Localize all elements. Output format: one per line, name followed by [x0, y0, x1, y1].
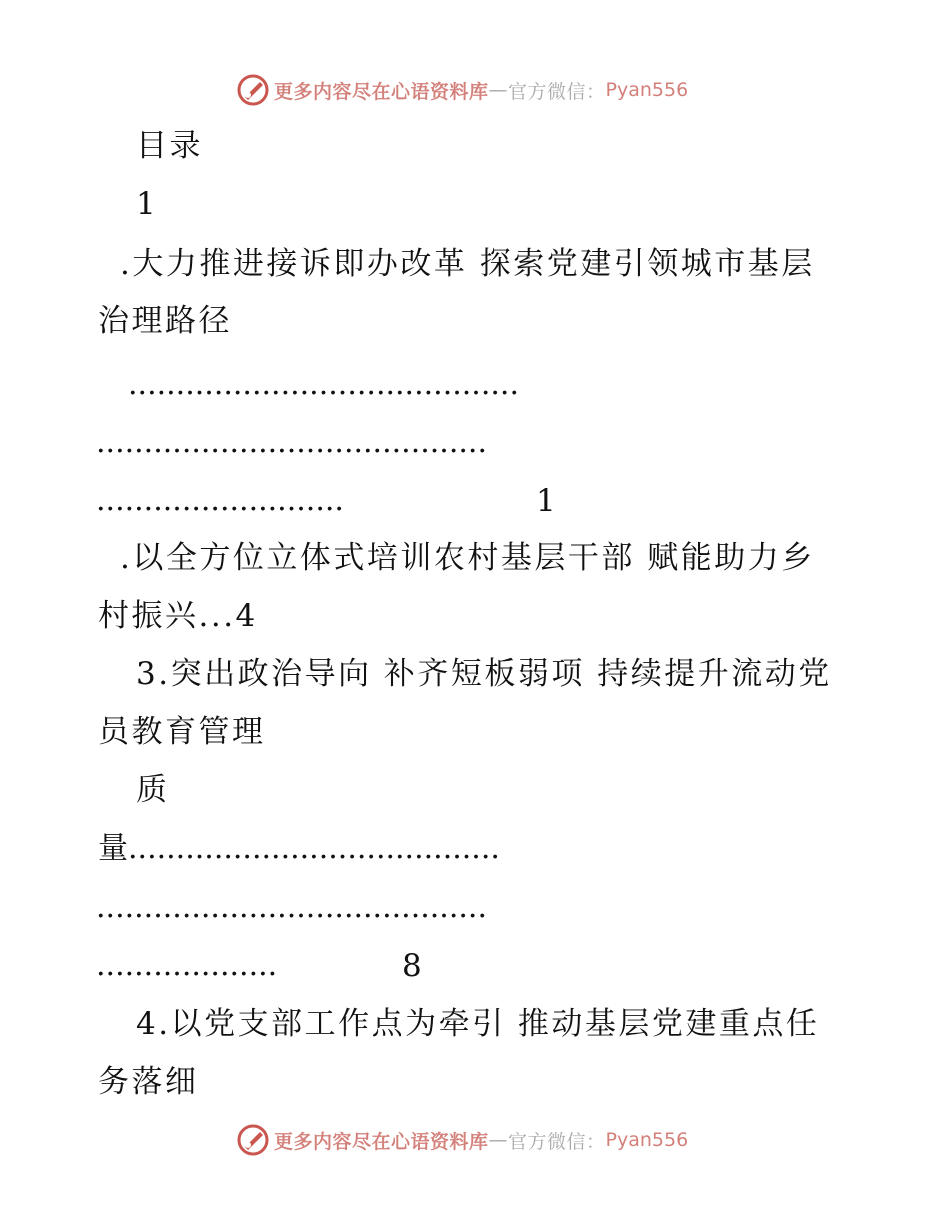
toc-heading: 目录: [136, 128, 203, 164]
watermark-separator: —: [488, 1129, 509, 1151]
watermark-separator: —: [488, 79, 509, 101]
toc-item3-leader-line3-row: [96, 946, 424, 986]
toc-item3-leader-line1: 量.......................................: [98, 831, 500, 866]
watermark-account-id: Pyan556: [605, 79, 689, 101]
toc-item1-leader-line1: .........................................: [128, 367, 519, 402]
toc-item3-title-line2: 员教育管理: [98, 714, 266, 750]
toc-item1-title-line1: .大力推进接诉即办改革 探索党建引领城市基层: [120, 246, 815, 282]
toc-item1-number: 1: [136, 186, 159, 222]
toc-item1-page: 1: [536, 483, 559, 519]
toc-item1-leader-line3-row: [96, 481, 558, 521]
watermark-account-id: Pyan556: [605, 1129, 689, 1151]
toc-item1-title-line2: 治理路径: [98, 303, 232, 339]
toc-item1-leader-line2: .........................................: [96, 425, 487, 460]
toc-item4-title-line1: 4.以党支部工作点为牵引 推动基层党建重点任: [136, 1006, 820, 1042]
watermark-account-label: 官方微信：: [508, 80, 606, 103]
toc-item3-leader-line2: .........................................: [96, 890, 487, 925]
watermark-header: [236, 72, 688, 108]
watermark-account-label: 官方微信：: [508, 1130, 606, 1153]
toc-item4-title-line2: 务落细: [98, 1064, 199, 1100]
toc-item3-title-line3: 质: [136, 772, 170, 808]
brand-logo-icon: [236, 1123, 270, 1157]
watermark-brand: 更多内容尽在心语资料库: [274, 1130, 489, 1153]
toc-item3-title-line1: 3.突出政治导向 补齐短板弱项 持续提升流动党: [136, 656, 832, 692]
watermark-brand: 更多内容尽在心语资料库: [274, 80, 489, 103]
toc-item1-leader-line3: ..........................: [96, 483, 344, 518]
brand-logo-icon: [236, 73, 270, 107]
watermark-footer: [236, 1122, 688, 1158]
toc-item3-leader-line3: ...................: [96, 948, 278, 983]
toc-item2-title-line1: .以全方位立体式培训农村基层干部 赋能助力乡: [120, 540, 815, 576]
toc-item3-page: 8: [402, 948, 425, 984]
toc-item2-title-line2: 村振兴...4: [98, 598, 258, 634]
